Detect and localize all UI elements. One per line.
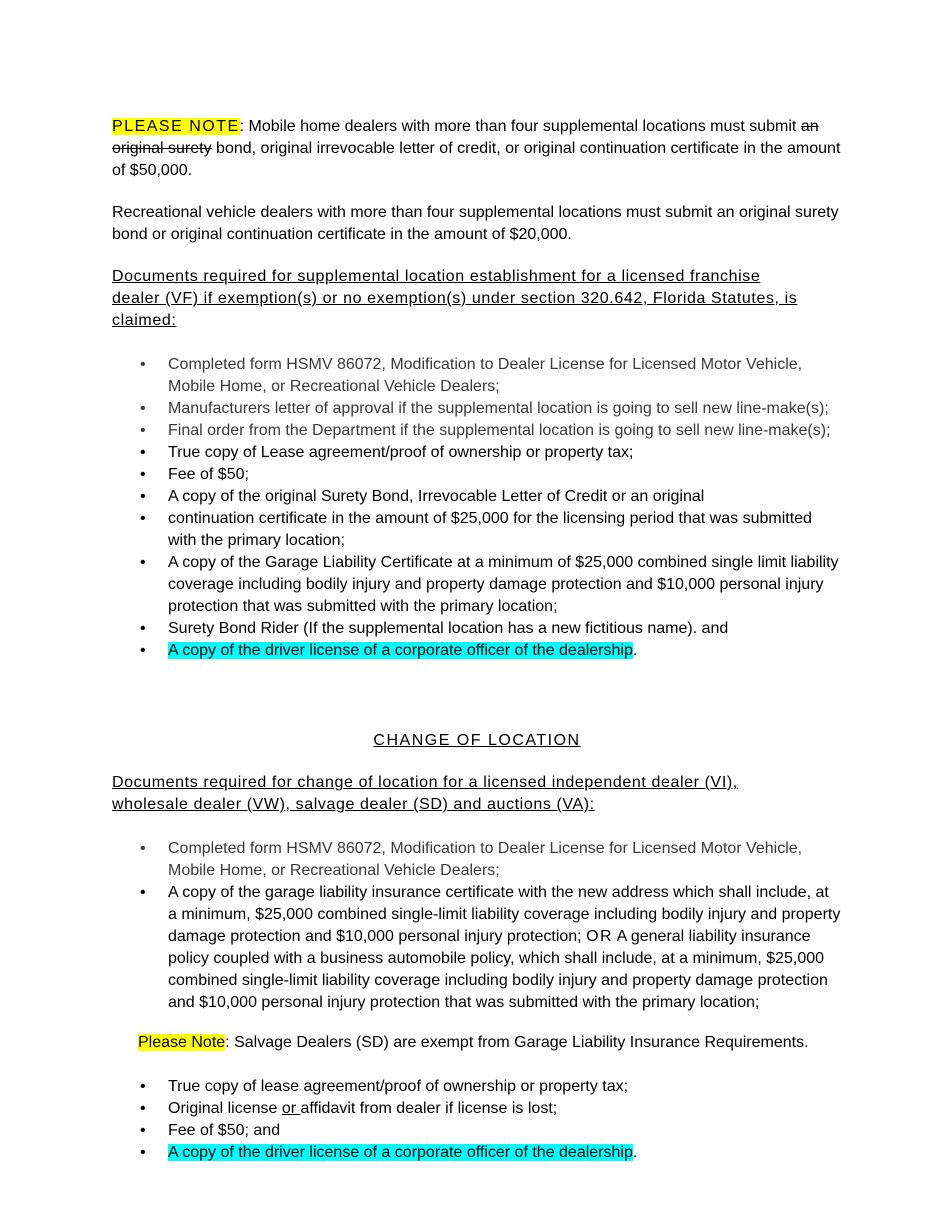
franchise-docs-heading: Documents required for supplemental location establishment for a licensed franchise dealer (VF) if exemption(s) or no exemption(s) under section 320.642, Florida Statutes, is claimed:	[112, 268, 798, 329]
list-item: • A copy of the driver license of a corporate officer of the dealership.	[112, 640, 842, 662]
list-item: • True copy of Lease agreement/proof of ownership or property tax;	[112, 442, 842, 464]
change-docs-list-continued	[112, 1076, 842, 1164]
please-note-paragraph: PLEASE NOTE: Mobile home dealers with more than four supplemental locations must submit an original surety bond, original irrevocable letter of credit, or original continuation certificate in the amount of $50,000.	[112, 118, 841, 179]
list-item: • Surety Bond Rider (If the supplemental location has a new fictitious name). and	[112, 618, 842, 640]
list-item: • Completed form HSMV 86072, Modification to Dealer License for Licensed Motor Vehicle, Mobile Home, or Recreational Vehicle Dealers;	[112, 354, 842, 398]
list-item: • Fee of $50;	[112, 464, 842, 486]
salvage-note: Please Note: Salvage Dealers (SD) are exempt from Garage Liability Insurance Requirements.	[138, 1034, 809, 1051]
struck-text: an original surety	[112, 118, 819, 157]
change-docs-heading: Documents required for change of location for a licensed independent dealer (VI), wholesale dealer (VW), salvage dealer (SD) and auctions (VA):	[112, 774, 738, 813]
rv-dealer-paragraph: Recreational vehicle dealers with more than four supplemental locations must submit an original surety bond or original continuation certificate in the amount of $20,000.	[112, 204, 839, 243]
list-item: • Original license or affidavit from dealer if license is lost;	[112, 1098, 842, 1120]
list-item: • Manufacturers letter of approval if the supplemental location is going to sell new line-make(s);	[112, 398, 842, 420]
list-item: • Completed form HSMV 86072, Modification to Dealer License for Licensed Motor Vehicle, Mobile Home, or Recreational Vehicle Dealers;	[112, 838, 842, 882]
list-item: • A copy of the driver license of a corporate officer of the dealership.	[112, 1142, 842, 1164]
change-of-location-heading: CHANGE OF LOCATION	[373, 732, 581, 749]
highlighted-text: A copy of the driver license of a corporate officer of the dealership	[168, 1144, 633, 1161]
list-item: • Fee of $50; and	[112, 1120, 842, 1142]
list-item: • A copy of the garage liability insurance certificate with the new address which shall include, at a minimum, $25,000 combined single-limit liability coverage including bodily injury and property damage protection and $10,000 personal injury protection; OR A general liability insurance policy coupled with a business automobile policy, which shall include, at a minimum, $25,000 combined single-limit liability coverage including bodily injury and property damage protection and $10,000 personal injury protection that was submitted with the primary location;	[112, 882, 842, 1014]
franchise-docs-list	[112, 354, 842, 662]
list-item: • True copy of lease agreement/proof of ownership or property tax;	[112, 1076, 842, 1098]
list-item: • A copy of the Garage Liability Certificate at a minimum of $25,000 combined single limit liability coverage including bodily injury and property damage protection and $10,000 personal injury protection that was submitted with the primary location;	[112, 552, 842, 618]
highlighted-text: A copy of the driver license of a corporate officer of the dealership	[168, 642, 633, 659]
please-note-label: PLEASE NOTE	[112, 118, 240, 135]
list-item: • A copy of the original Surety Bond, Irrevocable Letter of Credit or an original	[112, 486, 842, 508]
list-item: • Final order from the Department if the supplemental location is going to sell new line-make(s);	[112, 420, 842, 442]
change-docs-list	[112, 838, 842, 1014]
or-word: OR	[586, 928, 614, 945]
list-item: • continuation certificate in the amount of $25,000 for the licensing period that was submitted with the primary location;	[112, 508, 842, 552]
please-note-label-2: Please Note	[138, 1034, 226, 1051]
